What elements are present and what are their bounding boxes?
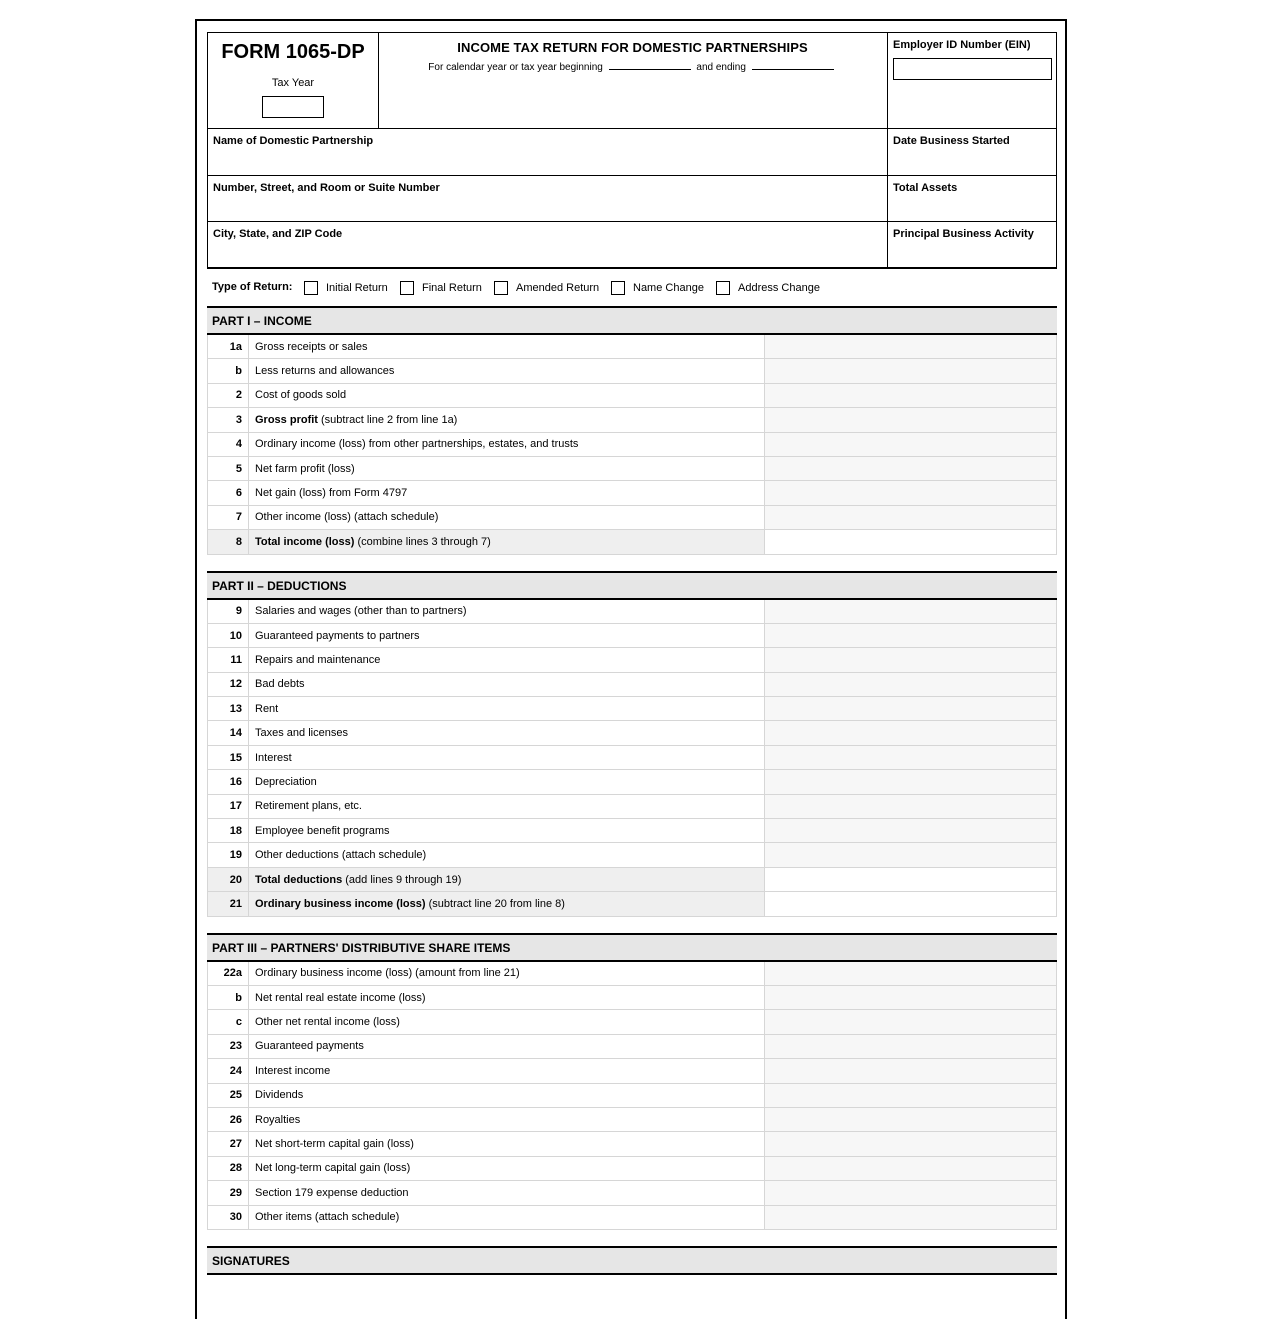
amount-input[interactable] [765,481,1057,505]
amount-input[interactable] [765,1181,1057,1205]
line-number: 10 [208,623,249,647]
line-description [249,1010,765,1034]
line-row [208,1132,1057,1156]
street-address-field[interactable] [208,175,887,221]
line-number: b [208,359,249,383]
name-change-option[interactable] [611,281,704,295]
amount-input[interactable] [765,867,1057,891]
amount-input[interactable] [765,721,1057,745]
line-number: 25 [208,1083,249,1107]
line-description-bold: Gross profit [255,413,318,426]
initial-return-label: Initial Return [326,282,388,294]
amount-input[interactable] [765,648,1057,672]
line-row [208,505,1057,529]
year-beginning-field[interactable] [609,60,691,70]
name-change-label: Name Change [633,282,704,294]
line-row [208,770,1057,794]
line-number: 28 [208,1156,249,1180]
form-title-block [378,33,887,128]
line-row [208,721,1057,745]
line-description-text: Other items (attach schedule) [255,1211,400,1224]
tax-year-input[interactable] [262,96,324,118]
line-row [208,432,1057,456]
line-description [249,962,765,986]
amount-input[interactable] [765,819,1057,843]
line-number: 13 [208,697,249,721]
line-row [208,335,1057,359]
part1-heading [207,306,1057,335]
amount-input[interactable] [765,335,1057,359]
line-description [249,1205,765,1229]
amount-input[interactable] [765,1083,1057,1107]
part2-title: PART II – DEDUCTIONS [212,578,347,593]
line-description [249,432,765,456]
line-row [208,794,1057,818]
form-id-block [208,33,379,128]
line-number: b [208,985,249,1009]
line-description-text: (subtract line 20 from line 8) [425,897,565,910]
final-return-option[interactable] [400,281,482,295]
line-row [208,962,1057,986]
date-started-field[interactable] [888,128,1057,175]
amount-input[interactable] [765,1107,1057,1131]
part3-heading [207,933,1057,962]
line-row [208,456,1057,480]
line-description-text: Salaries and wages (other than to partners) [255,605,467,618]
line-number: 19 [208,843,249,867]
line-number: 8 [208,530,249,554]
line-number: 27 [208,1132,249,1156]
line-number: 17 [208,794,249,818]
line-row [208,1059,1057,1083]
amount-input[interactable] [765,359,1057,383]
signatures-title: SIGNATURES [212,1253,290,1268]
line-description-text: Retirement plans, etc. [255,800,362,813]
line-number: 12 [208,672,249,696]
tax-year-label: Tax Year [271,77,315,89]
line-number: 20 [208,867,249,891]
calendar-and-ending: and ending [696,62,746,73]
line-description [249,623,765,647]
line-row [208,648,1057,672]
amount-input[interactable] [765,672,1057,696]
form-header [207,32,1057,269]
line-description-text: (subtract line 2 from line 1a) [317,413,458,426]
line-row [208,1156,1057,1180]
city-state-zip-label: City, State, and ZIP Code [213,228,343,240]
amount-input[interactable] [765,1059,1057,1083]
total-assets-field[interactable] [888,175,1057,221]
line-number: 23 [208,1034,249,1058]
line-description-text: Employee benefit programs [255,824,390,837]
line-number: 15 [208,745,249,769]
name-change-checkbox[interactable] [611,281,625,295]
line-description-text: Taxes and licenses [255,727,348,740]
amount-input[interactable] [765,408,1057,432]
line-description-text: Net gain (loss) from Form 4797 [255,487,408,500]
line-description-text: Other income (loss) (attach schedule) [255,511,439,524]
line-description [249,530,765,554]
amended-return-option[interactable] [494,281,599,295]
line-row [208,481,1057,505]
ein-input[interactable] [893,58,1052,80]
line-number: 3 [208,408,249,432]
initial-return-checkbox[interactable] [304,281,318,295]
amount-input[interactable] [765,1034,1057,1058]
line-number: 30 [208,1205,249,1229]
amount-input[interactable] [765,505,1057,529]
line-row [208,1010,1057,1034]
line-description-text: Other net rental income (loss) [255,1016,400,1029]
line-number: 4 [208,432,249,456]
part1-table [207,335,1057,555]
line-description-text: Net short-term capital gain (loss) [255,1138,414,1151]
line-description-text: Cost of goods sold [255,389,347,402]
line-row [208,530,1057,554]
final-return-checkbox[interactable] [400,281,414,295]
amount-input[interactable] [765,794,1057,818]
line-row [208,843,1057,867]
city-state-zip-field[interactable] [208,221,887,268]
line-row [208,892,1057,916]
line-description [249,745,765,769]
line-description [249,672,765,696]
amount-input[interactable] [765,770,1057,794]
signatures-heading [207,1246,1057,1275]
line-number: 16 [208,770,249,794]
line-row [208,867,1057,891]
line-description [249,867,765,891]
part1-title: PART I – INCOME [212,314,312,328]
line-description-text: Dividends [255,1089,304,1102]
line-description [249,456,765,480]
line-number: 22a [208,962,249,986]
line-description [249,819,765,843]
amount-input[interactable] [765,962,1057,986]
amount-input[interactable] [765,1205,1057,1229]
line-description-text: Interest income [255,1064,331,1077]
year-ending-field[interactable] [752,60,834,70]
line-row [208,359,1057,383]
line-description-text: Interest [255,751,292,764]
address-change-label: Address Change [738,282,820,294]
line-description-text: Depreciation [255,775,317,788]
line-description [249,794,765,818]
line-description-text: Guaranteed payments to partners [255,629,420,642]
type-of-return-label: Type of Return: [212,281,293,293]
final-return-label: Final Return [422,282,482,294]
line-description-text: Bad debts [255,678,305,691]
line-row [208,600,1057,624]
line-description-text: Net long-term capital gain (loss) [255,1162,411,1175]
line-row [208,819,1057,843]
amount-input[interactable] [765,1010,1057,1034]
line-number: 11 [208,648,249,672]
calendar-year-line [378,60,887,73]
line-description-text: Gross receipts or sales [255,340,368,353]
address-change-checkbox[interactable] [716,281,730,295]
line-description [249,1083,765,1107]
line-number: c [208,1010,249,1034]
line-description [249,1132,765,1156]
line-description [249,1059,765,1083]
line-description [249,770,765,794]
line-row [208,985,1057,1009]
line-description-bold: Ordinary business income (loss) [255,897,426,910]
line-row [208,1181,1057,1205]
initial-return-option[interactable] [304,281,388,295]
line-row [208,1034,1057,1058]
amount-input[interactable] [765,383,1057,407]
amount-input[interactable] [765,432,1057,456]
line-number: 29 [208,1181,249,1205]
line-description [249,408,765,432]
line-description [249,1181,765,1205]
line-row [208,383,1057,407]
line-row [208,745,1057,769]
line-number: 21 [208,892,249,916]
line-description-text: Section 179 expense deduction [255,1186,409,1199]
line-description [249,383,765,407]
line-description-text: Ordinary income (loss) from other partnerships, estates, and trusts [255,438,579,451]
amount-input[interactable] [765,600,1057,624]
line-number: 7 [208,505,249,529]
line-description [249,892,765,916]
line-description [249,985,765,1009]
amount-input[interactable] [765,892,1057,916]
type-of-return-row [207,269,1057,306]
amount-input[interactable] [765,456,1057,480]
line-number: 14 [208,721,249,745]
line-description-text: Other deductions (attach schedule) [255,849,427,862]
line-description [249,600,765,624]
line-row [208,672,1057,696]
part2-heading [207,571,1057,600]
line-number: 5 [208,456,249,480]
line-row [208,408,1057,432]
partnership-name-label: Name of Domestic Partnership [213,135,374,147]
line-description [249,481,765,505]
amount-input[interactable] [765,530,1057,554]
line-number: 26 [208,1107,249,1131]
line-description-text: Less returns and allowances [255,365,395,378]
line-row [208,1107,1057,1131]
form-title: FORM 1065-DP [221,41,365,63]
line-number: 6 [208,481,249,505]
line-description [249,721,765,745]
principal-activity-field[interactable] [888,221,1057,268]
principal-activity-label: Principal Business Activity [893,228,1034,240]
line-description [249,1107,765,1131]
amount-input[interactable] [765,745,1057,769]
amount-input[interactable] [765,985,1057,1009]
amount-input[interactable] [765,1132,1057,1156]
line-row [208,623,1057,647]
part2-table [207,600,1057,917]
address-change-option[interactable] [716,281,820,295]
ein-label: Employer ID Number (EIN) [893,39,1031,51]
line-description [249,843,765,867]
amount-input[interactable] [765,1156,1057,1180]
line-description [249,359,765,383]
line-description [249,335,765,359]
amount-input[interactable] [765,697,1057,721]
form-body [207,32,1057,1275]
part3-title: PART III – PARTNERS' DISTRIBUTIVE SHARE ITEMS [212,940,511,955]
date-started-label: Date Business Started [893,135,1010,147]
partnership-name-field[interactable] [208,128,887,175]
line-description-text: Rent [255,702,279,715]
main-title: INCOME TAX RETURN FOR DOMESTIC PARTNERSHIPS [457,40,808,55]
line-description-text: Net rental real estate income (loss) [255,991,426,1004]
right-info-column [887,33,1057,268]
line-description-bold: Total deductions [255,873,343,886]
line-row [208,1083,1057,1107]
amount-input[interactable] [765,623,1057,647]
line-description-text: (combine lines 3 through 7) [354,535,491,548]
line-number: 1a [208,335,249,359]
line-description-text: (add lines 9 through 19) [342,873,462,886]
total-assets-label: Total Assets [893,182,958,194]
part3-table [207,962,1057,1230]
line-description [249,648,765,672]
line-row [208,1205,1057,1229]
line-number: 2 [208,383,249,407]
line-description-text: Royalties [255,1113,301,1126]
line-number: 9 [208,600,249,624]
line-description-text: Ordinary business income (loss) (amount from line 21) [255,967,520,980]
line-description-bold: Total income (loss) [255,535,355,548]
amended-return-checkbox[interactable] [494,281,508,295]
amount-input[interactable] [765,843,1057,867]
line-description [249,1034,765,1058]
line-row [208,697,1057,721]
street-address-label: Number, Street, and Room or Suite Number [213,182,440,194]
line-description [249,505,765,529]
line-number: 24 [208,1059,249,1083]
line-description-text: Net farm profit (loss) [255,462,355,475]
amended-return-label: Amended Return [516,282,600,294]
line-description [249,1156,765,1180]
line-description-text: Guaranteed payments [255,1040,364,1053]
line-description-text: Repairs and maintenance [255,653,381,666]
calendar-prefix: For calendar year or tax year beginning [428,62,603,73]
line-description [249,697,765,721]
line-number: 18 [208,819,249,843]
form-page [195,19,1067,1319]
